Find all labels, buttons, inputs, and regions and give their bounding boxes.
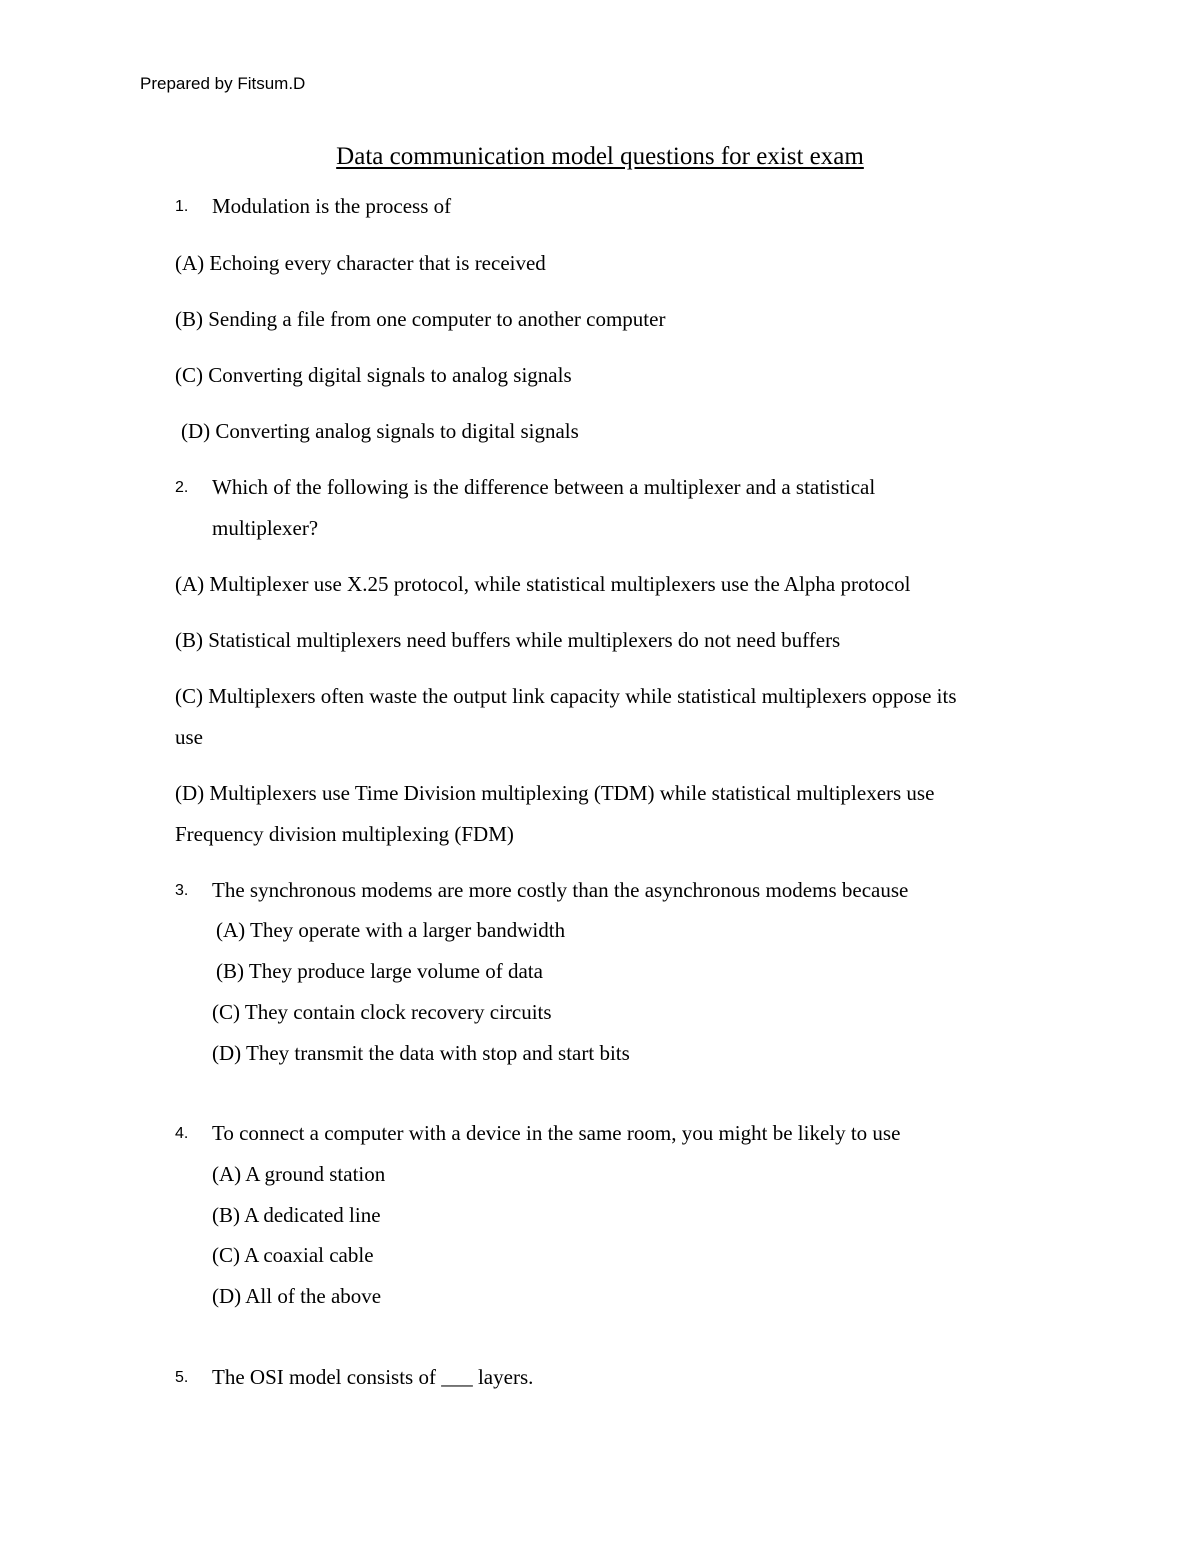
question-1-option-b: (B) Sending a file from one computer to another computer: [175, 307, 666, 331]
question-2-option-c-cont: use: [175, 725, 203, 749]
question-4-option-c: (C) A coaxial cable: [212, 1243, 374, 1267]
question-3-option-d: (D) They transmit the data with stop and start bits: [212, 1041, 630, 1065]
question-2-text-line-2: multiplexer?: [212, 516, 319, 540]
question-4-number: 4.: [175, 1125, 189, 1142]
question-1-option-d: (D) Converting analog signals to digital signals: [181, 419, 579, 443]
question-4-option-d: (D) All of the above: [212, 1284, 382, 1308]
question-4-option-b: (B) A dedicated line: [212, 1203, 381, 1227]
question-3-number: 3.: [175, 882, 189, 899]
question-2-option-d: (D) Multiplexers use Time Division multiplexing (TDM) while statistical multiplexers use: [175, 781, 935, 805]
question-1-text: Modulation is the process of: [212, 194, 452, 218]
question-1-number: 1.: [175, 198, 189, 215]
document-title-text: Data communication model questions for exist exam: [336, 143, 864, 170]
question-2-text-line-1: Which of the following is the difference between a multiplexer and a statistical: [212, 475, 876, 499]
question-2-number: 2.: [175, 479, 189, 496]
question-4-option-a: (A) A ground station: [212, 1162, 386, 1186]
question-1-option-a: (A) Echoing every character that is received: [175, 251, 546, 275]
question-2-option-d-cont: Frequency division multiplexing (FDM): [175, 822, 514, 846]
question-3-text: The synchronous modems are more costly than the asynchronous modems because: [212, 878, 909, 902]
question-4-text: To connect a computer with a device in the same room, you might be likely to use: [212, 1121, 901, 1145]
question-3-option-c: (C) They contain clock recovery circuits: [212, 1000, 552, 1024]
question-1-option-c: (C) Converting digital signals to analog signals: [175, 363, 572, 387]
document-title: [0, 143, 1200, 171]
question-3-option-b: (B) They produce large volume of data: [216, 959, 543, 983]
page-header: Prepared by Fitsum.D: [140, 74, 306, 93]
question-3-option-a: (A) They operate with a larger bandwidth: [216, 918, 566, 942]
question-2-option-c: (C) Multiplexers often waste the output link capacity while statistical multiplexers oppose its: [175, 684, 957, 708]
question-2-option-b: (B) Statistical multiplexers need buffers while multiplexers do not need buffers: [175, 628, 841, 652]
question-2-option-a: (A) Multiplexer use X.25 protocol, while statistical multiplexers use the Alpha protocol: [175, 572, 911, 596]
question-5-number: 5.: [175, 1369, 189, 1386]
question-5-text: The OSI model consists of ___ layers.: [212, 1365, 534, 1389]
